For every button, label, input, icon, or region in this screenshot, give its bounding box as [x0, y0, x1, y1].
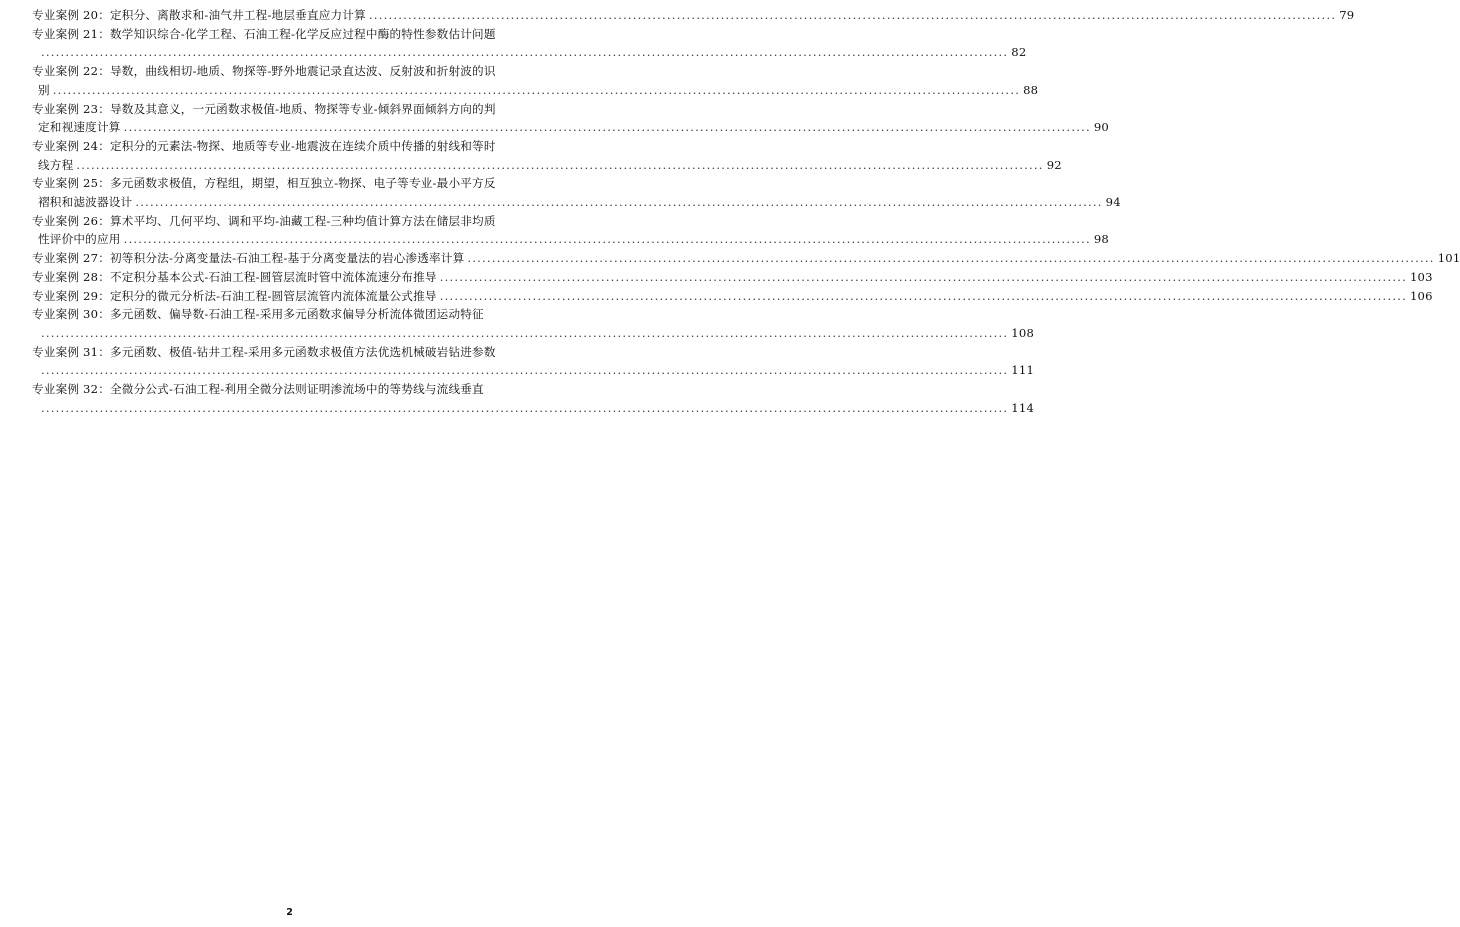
- toc-entry[interactable]: [32, 62, 1039, 99]
- toc-entry-title: 专业案例 25：多元函数求极值，方程组，期望，相互独立-物探、电子等专业-最小平方反: [32, 176, 496, 191]
- toc-entry-title: 专业案例 20：定积分、离散求和-油气井工程-地层垂直应力计算: [32, 8, 366, 22]
- toc-leader-dots: [440, 268, 1407, 287]
- toc-entry[interactable]: [32, 100, 1110, 137]
- toc-entry-title-continued: 定和视速度计算: [38, 120, 121, 135]
- toc-entry[interactable]: [32, 287, 1433, 306]
- toc-entry[interactable]: [32, 380, 1035, 417]
- toc-entry-title: 专业案例 30：多元函数、偏导数-石油工程-采用多元函数求偏导分析流体微团运动特征: [32, 307, 484, 322]
- toc-leader-dots: [124, 230, 1091, 249]
- toc-entry-title-continued: 褶积和滤波器设计: [38, 195, 133, 210]
- toc-entry-title: 专业案例 22：导数，曲线相切-地质、物探等-野外地震记录直达波、反射波和折射波的识: [32, 64, 496, 79]
- toc-entry-page: 114: [1011, 400, 1035, 415]
- toc-entry-page: 108: [1011, 325, 1035, 340]
- toc-entry-page: 111: [1011, 363, 1035, 378]
- toc-leader-dots: [41, 43, 1008, 62]
- toc-entry[interactable]: [32, 212, 1110, 249]
- toc-entry[interactable]: [32, 249, 1460, 268]
- toc-entry-title: 专业案例 32：全微分公式-石油工程-利用全微分法则证明渗流场中的等势线与流线垂直: [32, 382, 484, 397]
- toc-entry-page: 101: [1437, 251, 1460, 266]
- toc-leader-dots: [41, 324, 1008, 343]
- page-number: 2: [286, 907, 293, 918]
- toc-entry-page: 103: [1409, 269, 1433, 284]
- toc-entry-page: 98: [1093, 232, 1110, 247]
- toc-entry-title: 专业案例 27：初等积分法-分离变量法-石油工程-基于分离变量法的岩心渗透率计算: [32, 251, 465, 266]
- toc-entry-title: 专业案例 31：多元函数、极值-钻井工程-采用多元函数求极值方法优选机械破岩钻进参数: [32, 344, 496, 359]
- toc-entry-title: 专业案例 29：定积分的微元分析法-石油工程-圆管层流管内流体流量公式推导: [32, 288, 437, 303]
- toc-leader-dots: [467, 249, 1434, 268]
- toc-entry-page: 94: [1105, 195, 1121, 210]
- toc-leader-dots: [135, 193, 1102, 212]
- toc-entry-page: 106: [1409, 288, 1433, 303]
- toc-entry[interactable]: [32, 137, 1062, 174]
- toc-entry-title-continued: 别: [38, 82, 50, 97]
- toc-leader-dots: [53, 81, 1020, 100]
- toc-entry-page: 82: [1011, 45, 1027, 60]
- toc-entry-title: 专业案例 21：数学知识综合-化学工程、石油工程-化学反应过程中酶的特性参数估计问题: [32, 26, 496, 41]
- toc-entry[interactable]: [32, 6, 1355, 25]
- toc-leader-dots: [440, 287, 1407, 306]
- toc-leader-dots: [369, 6, 1336, 25]
- toc-entry[interactable]: [32, 305, 1035, 342]
- toc-entry-page: 90: [1093, 120, 1110, 135]
- toc-leader-dots: [124, 118, 1091, 137]
- toc-entry[interactable]: [32, 25, 1027, 62]
- toc-entry[interactable]: [32, 268, 1433, 287]
- toc-entry-title: 专业案例 28：不定积分基本公式-石油工程-圆管层流时管中流体流速分布推导: [32, 269, 437, 284]
- toc-leader-dots: [41, 399, 1008, 418]
- toc-entry-title: 专业案例 23：导数及其意义，一元函数求极值-地质、物探等专业-倾斜界面倾斜方向的判: [32, 101, 496, 116]
- toc-entry-title: 专业案例 24：定积分的元素法-物探、地质等专业-地震波在连续介质中传播的射线和等时: [32, 138, 496, 153]
- toc-entry-page: 88: [1023, 82, 1039, 97]
- toc-entry[interactable]: [32, 174, 1121, 211]
- toc-entry-title-continued: 线方程: [38, 157, 74, 172]
- toc-entry-title-continued: 性评价中的应用: [38, 232, 121, 247]
- table-of-contents: [32, 6, 1460, 417]
- toc-leader-dots: [41, 361, 1008, 380]
- toc-entry-page: 79: [1339, 8, 1355, 22]
- toc-entry-title: 专业案例 26：算术平均、几何平均、调和平均-油藏工程-三种均值计算方法在储层非均质: [32, 213, 496, 228]
- toc-entry[interactable]: [32, 343, 1035, 380]
- toc-leader-dots: [76, 156, 1043, 175]
- toc-entry-page: 92: [1046, 157, 1062, 172]
